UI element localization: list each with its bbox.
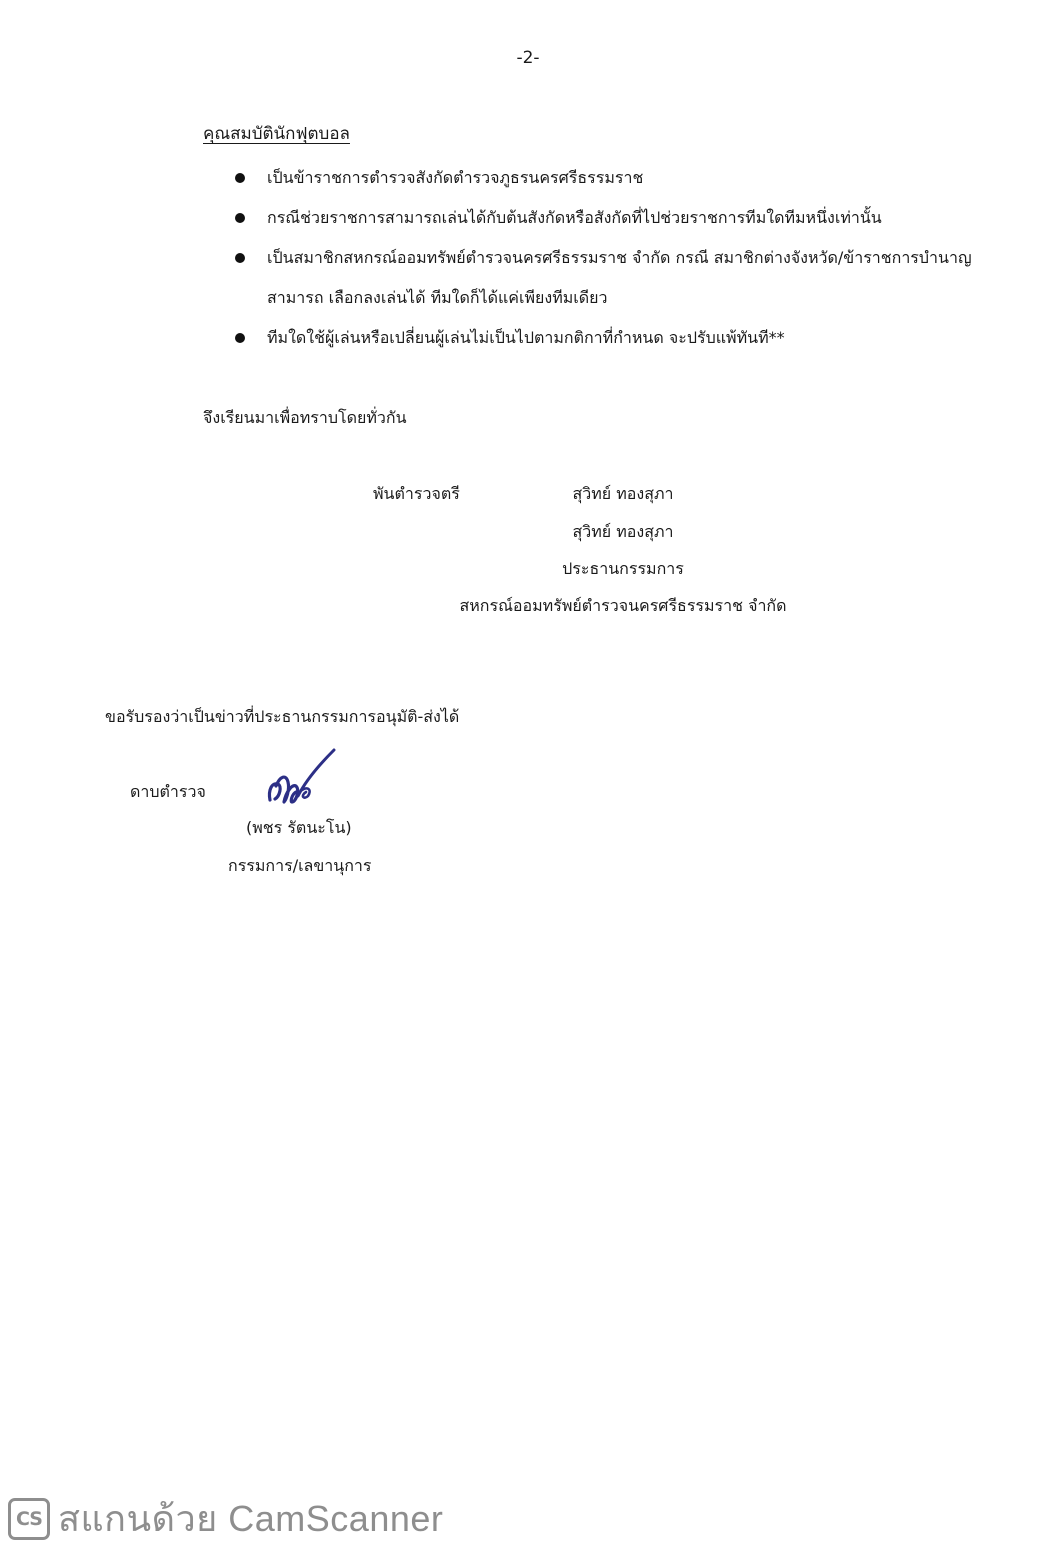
signatory-organization: สหกรณ์ออมทรัพย์ตำรวจนครศรีธรรมราช จำกัด (459, 596, 787, 615)
certification-statement: ขอรับรองว่าเป็นข่าวที่ประธานกรรมการอนุมัติ-ส่งได้ (105, 707, 460, 726)
camscanner-watermark (8, 1490, 443, 1547)
list-item-text: เป็นสมาชิกสหกรณ์ออมทรัพย์ตำรวจนครศรีธรรมราช จำกัด กรณี สมาชิกต่างจังหวัด/ข้าราชการบำนาญ สามารถ เลือกลงเล่นได้ ทีมใดก็ได้แค่เพียงทีมเดียว (267, 248, 972, 307)
signatory-rank: พันตำรวจตรี (373, 484, 460, 503)
section-heading: คุณสมบัตินักฟุตบอล (203, 124, 350, 144)
closing-line: จึงเรียนมาเพื่อทราบโดยทั่วกัน (203, 408, 407, 427)
bullet-icon (235, 333, 245, 343)
certifier-title: กรรมการ/เลขานุการ (228, 856, 372, 875)
bullet-icon (235, 213, 245, 223)
list-item (232, 198, 992, 238)
list-item-text: กรณีช่วยราชการสามารถเล่นได้กับต้นสังกัดหรือสังกัดที่ไปช่วยราชการทีมใดทีมหนึ่งเท่านั้น (267, 208, 882, 227)
camscanner-logo-icon: CS (8, 1498, 50, 1540)
list-item (232, 238, 992, 318)
bullet-icon (235, 173, 245, 183)
list-item (232, 158, 992, 198)
signatory-signed-name: สุวิทย์ ทองสุภา (572, 484, 674, 503)
certifier-name: (พชร รัตนะโน) (246, 818, 352, 837)
list-item-text: เป็นข้าราชการตำรวจสังกัดตำรวจภูธรนครศรีธรรมราช (267, 168, 644, 187)
signatory-position: ประธานกรรมการ (562, 559, 684, 578)
page-number: -2- (516, 48, 540, 68)
watermark-text: สแกนด้วย CamScanner (58, 1498, 444, 1539)
signatory-name: สุวิทย์ ทองสุภา (572, 522, 674, 541)
handwritten-signature (262, 746, 340, 808)
list-item-text: ทีมใดใช้ผู้เล่นหรือเปลี่ยนผู้เล่นไม่เป็นไปตามกติกาที่กำหนด จะปรับแพ้ทันที** (267, 328, 785, 347)
list-item (232, 318, 992, 358)
qualification-list (232, 158, 992, 358)
certifier-rank: ดาบตำรวจ (130, 782, 206, 801)
bullet-icon (235, 253, 245, 263)
